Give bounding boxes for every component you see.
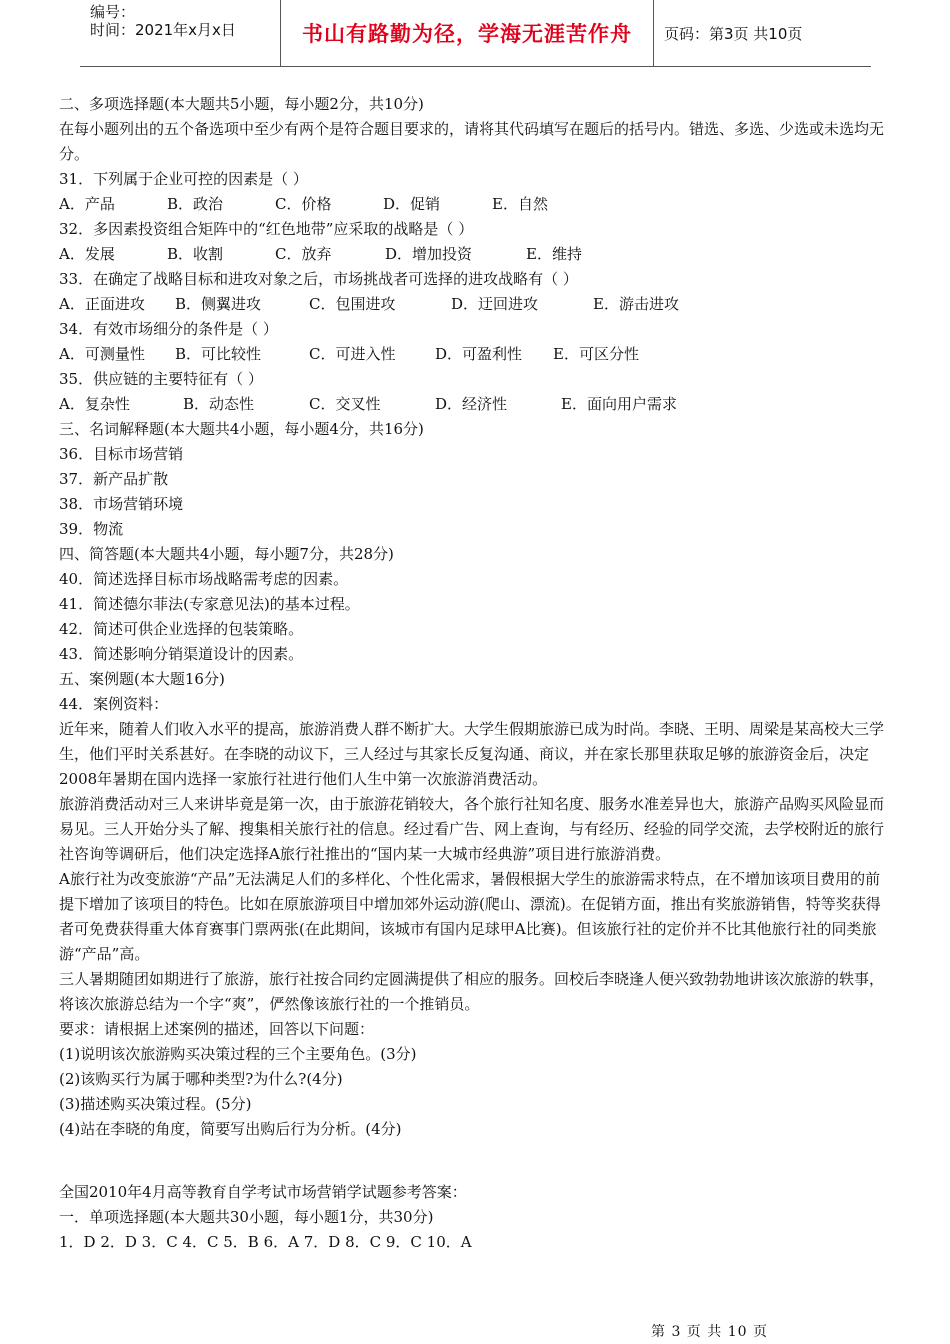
question-options bbox=[59, 342, 895, 367]
option: A．复杂性 bbox=[59, 395, 130, 413]
section2-title: 二、多项选择题(本大题共5小题，每小题2分，共10分) bbox=[59, 95, 424, 113]
question-31 bbox=[59, 167, 895, 217]
question-33 bbox=[59, 267, 895, 317]
question-34 bbox=[59, 317, 895, 367]
list-item: 37．新产品扩散 bbox=[59, 470, 169, 488]
answers-title: 全国2010年4月高等教育自学考试市场营销学试题参考答案： bbox=[59, 1183, 467, 1201]
spacer bbox=[59, 1142, 895, 1180]
option: B．动态性 bbox=[183, 395, 255, 413]
section4-title: 四、简答题(本大题共4小题，每小题7分，共28分) bbox=[59, 545, 394, 563]
page-header bbox=[80, 0, 871, 67]
option: C．包围进攻 bbox=[309, 295, 396, 313]
list-item: (2)该购买行为属于哪种类型?为什么?(4分) bbox=[59, 1070, 343, 1088]
list-item: (3)描述购买决策过程。(5分) bbox=[59, 1095, 252, 1113]
option: A．产品 bbox=[59, 195, 115, 213]
question-text: 32．多因素投资组合矩阵中的“红色地带”应采取的战略是（ ） bbox=[59, 220, 474, 238]
question-text: 33．在确定了战略目标和进攻对象之后，市场挑战者可选择的进攻战略有（ ） bbox=[59, 270, 578, 288]
document-body bbox=[59, 92, 895, 1255]
list-item: (4)站在李晓的角度，简要写出购后行为分析。(4分) bbox=[59, 1120, 402, 1138]
option: B．收割 bbox=[167, 245, 224, 263]
list-item: 41．简述德尔菲法(专家意见法)的基本过程。 bbox=[59, 595, 360, 613]
question-options bbox=[59, 242, 895, 267]
case-requirement: 要求：请根据上述案例的描述，回答以下问题： bbox=[59, 1020, 375, 1038]
list-item: 40．简述选择目标市场战略需考虑的因素。 bbox=[59, 570, 349, 588]
list-item: 43．简述影响分销渠道设计的因素。 bbox=[59, 645, 304, 663]
question-options bbox=[59, 292, 895, 317]
question-35 bbox=[59, 367, 895, 417]
option: D．可盈利性 bbox=[435, 345, 523, 363]
option: D．促销 bbox=[383, 195, 441, 213]
option: B．侧翼进攻 bbox=[175, 295, 262, 313]
option: E．游击进攻 bbox=[593, 295, 679, 313]
question-text: 34．有效市场细分的条件是（ ） bbox=[59, 320, 278, 338]
question-text: 31．下列属于企业可控的因素是（ ） bbox=[59, 170, 308, 188]
option: B．政治 bbox=[167, 195, 224, 213]
option: D．迂回进攻 bbox=[451, 295, 539, 313]
page-footer: 第 3 页 共 10 页 bbox=[651, 1324, 768, 1340]
header-meta bbox=[80, 0, 280, 66]
number-label: 编号： bbox=[90, 3, 136, 21]
option: A．可测量性 bbox=[59, 345, 145, 363]
option: B．可比较性 bbox=[175, 345, 262, 363]
header-motto: 书山有路勤为径，学海无涯苦作舟 bbox=[280, 0, 654, 66]
answers-line: 1．D 2．D 3．C 4．C 5．B 6．A 7．D 8．C 9．C 10．A bbox=[59, 1233, 472, 1251]
header-page-info: 页码：第3页 共10页 bbox=[664, 24, 803, 43]
list-item: (1)说明该次旅游购买决策过程的三个主要角色。(3分) bbox=[59, 1045, 417, 1063]
question-options bbox=[59, 192, 895, 217]
case-paragraph: 近年来，随着人们收入水平的提高，旅游消费人群不断扩大。大学生假期旅游已成为时尚。李晓、王明、周梁是某高校大三学生，他们平时关系甚好。在李晓的动议下，三人经过与其家长反复沟通、商议，并在家长那里获取足够的旅游资金后，决定2008年暑期在国内选择一家旅行社进行他们人生中第一次旅游消费活动。 bbox=[59, 720, 885, 788]
section2-instruction: 在每小题列出的五个备选项中至少有两个是符合题目要求的，请将其代码填写在题后的括号内。错选、多选、少选或未选均无分。 bbox=[59, 120, 885, 163]
option: E．自然 bbox=[492, 195, 548, 213]
question-32 bbox=[59, 217, 895, 267]
case-paragraph: 三人暑期随团如期进行了旅游，旅行社按合同约定圆满提供了相应的服务。回校后李晓逢人便兴致勃勃地讲该次旅游的轶事，将该次旅游总结为一个字“爽”，俨然像该旅行社的一个推销员。 bbox=[59, 970, 885, 1013]
option: A．正面进攻 bbox=[59, 295, 145, 313]
section3-title: 三、名词解释题(本大题共4小题，每小题4分，共16分) bbox=[59, 420, 424, 438]
option: C．可进入性 bbox=[309, 345, 396, 363]
list-item: 38．市场营销环境 bbox=[59, 495, 184, 513]
option: E．可区分性 bbox=[553, 345, 639, 363]
option: E．维持 bbox=[526, 245, 582, 263]
list-item: 36．目标市场营销 bbox=[59, 445, 184, 463]
time-label: 时间：2021年x月x日 bbox=[90, 21, 236, 39]
case-label: 44．案例资料： bbox=[59, 695, 169, 713]
option: C．价格 bbox=[275, 195, 332, 213]
case-paragraph: A旅行社为改变旅游“产品”无法满足人们的多样化、个性化需求，暑假根据大学生的旅游需求特点，在不增加该项目费用的前提下增加了该项目的特色。比如在原旅游项目中增加郊外运动游(爬山、漂流)。在促销方面，推出有奖旅游销售，特等奖获得者可免费获得重大体育赛事门票两张(在此期间，该城市有国内足球甲A比赛)。但该旅行社的定价并不比其他旅行社的同类旅游“产品”高。 bbox=[59, 870, 881, 963]
option: D．增加投资 bbox=[385, 245, 473, 263]
answers-section1-title: 一．单项选择题(本大题共30小题，每小题1分，共30分) bbox=[59, 1208, 434, 1226]
option: A．发展 bbox=[59, 245, 115, 263]
list-item: 42．简述可供企业选择的包装策略。 bbox=[59, 620, 304, 638]
option: E．面向用户需求 bbox=[561, 395, 677, 413]
option: C．放弃 bbox=[275, 245, 332, 263]
option: D．经济性 bbox=[435, 395, 508, 413]
question-options bbox=[59, 392, 895, 417]
case-paragraph: 旅游消费活动对三人来讲毕竟是第一次，由于旅游花销较大，各个旅行社知名度、服务水准差异也大，旅游产品购买风险显而易见。三人开始分头了解、搜集相关旅行社的信息。经过看广告、网上查询，与有经历、经验的同学交流，去学校附近的旅行社咨询等调研后，他们决定选择A旅行社推出的“国内某一大城市经典游”项目进行旅游消费。 bbox=[59, 795, 885, 863]
list-item: 39．物流 bbox=[59, 520, 124, 538]
section5-title: 五、案例题(本大题16分) bbox=[59, 670, 225, 688]
option: C．交叉性 bbox=[309, 395, 381, 413]
question-text: 35．供应链的主要特征有（ ） bbox=[59, 370, 263, 388]
